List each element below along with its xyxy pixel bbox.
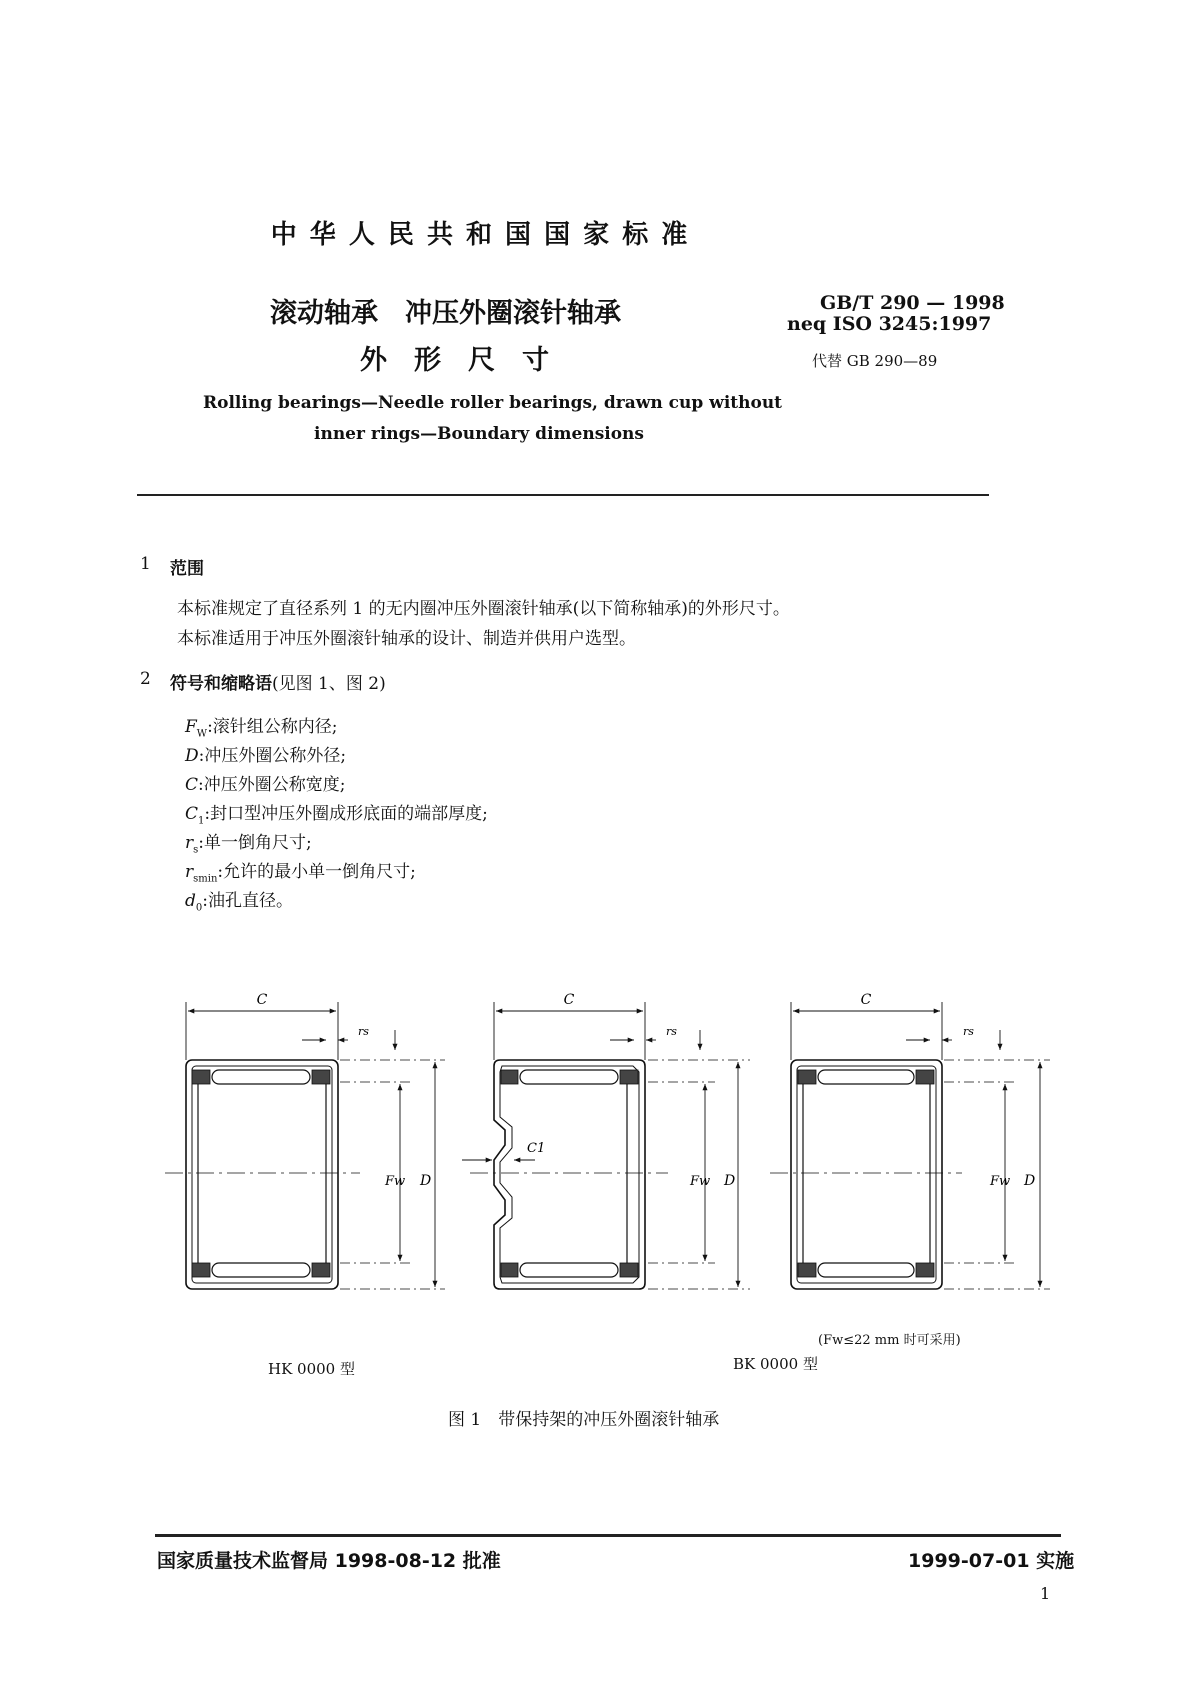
dim-label-rs: rs [358,1025,369,1038]
bk-type-label: BK 0000 型 [733,1355,818,1373]
dim-label-c: C [563,992,575,1008]
definition-subscript: smin [193,873,218,885]
bk-usage-note: (Fw≤22 mm 时可采用) [818,1333,961,1348]
definition-text: :油孔直径。 [202,891,293,911]
dim-label-c: C [256,992,268,1008]
definition-item [185,886,293,913]
dim-label-rs: rs [963,1025,974,1038]
definition-item [185,857,416,884]
section1-paragraph: 本标准规定了直径系列 1 的无内圈冲压外圈滚针轴承(以下简称轴承)的外形尺寸。 [177,599,790,619]
definition-item [185,799,488,826]
page-number: 1 [1040,1584,1051,1603]
standard-org-title: 中 华 人 民 共 和 国 国 家 标 准 [270,220,690,250]
dim-label-d: D [724,1173,736,1189]
replaces-standard: 代替 GB 290—89 [812,352,938,370]
definition-symbol: d [185,891,196,911]
section1-number: 1 [140,554,151,574]
header-divider [137,494,989,496]
bk-bearing-drawing-c1 [462,1002,750,1289]
definition-symbol: C [185,804,199,824]
document-title-line2: 外 形 尺 寸 [360,345,549,376]
english-title-line2: inner rings—Boundary dimensions [314,424,644,444]
dim-label-rs: rs [666,1025,677,1038]
dim-label-fw: Fw [385,1174,406,1189]
definition-symbol: F [185,717,197,737]
section2-heading-wrap [170,669,386,694]
effective-date: 1999-07-01 实施 [908,1550,1075,1572]
dim-label-fw: Fw [690,1174,711,1189]
document-title-line1: 滚动轴承 冲压外圈滚针轴承 [270,298,621,329]
definition-text: :封口型冲压外圈成形底面的端部厚度; [204,804,488,824]
definition-subscript: s [193,844,199,856]
section2-number: 2 [140,669,151,689]
definition-text: :滚针组公称内径; [207,717,338,737]
definition-text: :允许的最小单一倒角尺寸; [217,862,416,882]
dim-label-c: C [860,992,872,1008]
definition-text: :冲压外圈公称外径; [198,746,347,766]
dim-label-d: D [1024,1173,1036,1189]
approval-statement: 国家质量技术监督局 1998-08-12 批准 [157,1550,501,1572]
definition-text: :单一倒角尺寸; [198,833,312,853]
definition-subscript: 1 [198,815,205,827]
standard-code: GB/T 290 — 1998 [820,292,1005,314]
hk-type-label: HK 0000 型 [268,1360,355,1378]
figure-caption: 图 1 带保持架的冲压外圈滚针轴承 [448,1410,720,1430]
footer-divider [155,1534,1061,1537]
definition-text: :冲压外圈公称宽度; [198,775,346,795]
definition-subscript: 0 [195,902,203,914]
dim-label-fw: Fw [990,1174,1011,1189]
bearing-figure [0,990,1191,1290]
section1-heading: 范围 [170,559,204,579]
definition-symbol: r [185,833,194,853]
definition-item [185,770,345,797]
definition-item [185,712,338,739]
definition-symbol: r [185,862,194,882]
english-title-line1: Rolling bearings—Needle roller bearings, drawn cup without [203,393,783,413]
dim-label-d: D [420,1173,432,1189]
dim-label-c1: C1 [527,1141,546,1156]
hk-bearing-drawing [165,1002,445,1289]
definition-symbol: D [185,746,199,766]
definition-subscript: W [196,728,208,740]
section2-heading: 符号和缩略语 [170,674,272,694]
definition-symbol: C [185,775,199,795]
section2-heading-ref: (见图 1、图 2) [272,674,386,694]
iso-equivalence: neq ISO 3245:1997 [787,313,992,335]
definition-item [185,828,312,855]
definition-item [185,741,346,768]
bk-bearing-drawing-alt [770,1002,1050,1289]
section1-paragraph: 本标准适用于冲压外圈滚针轴承的设计、制造并供用户选型。 [177,629,636,649]
